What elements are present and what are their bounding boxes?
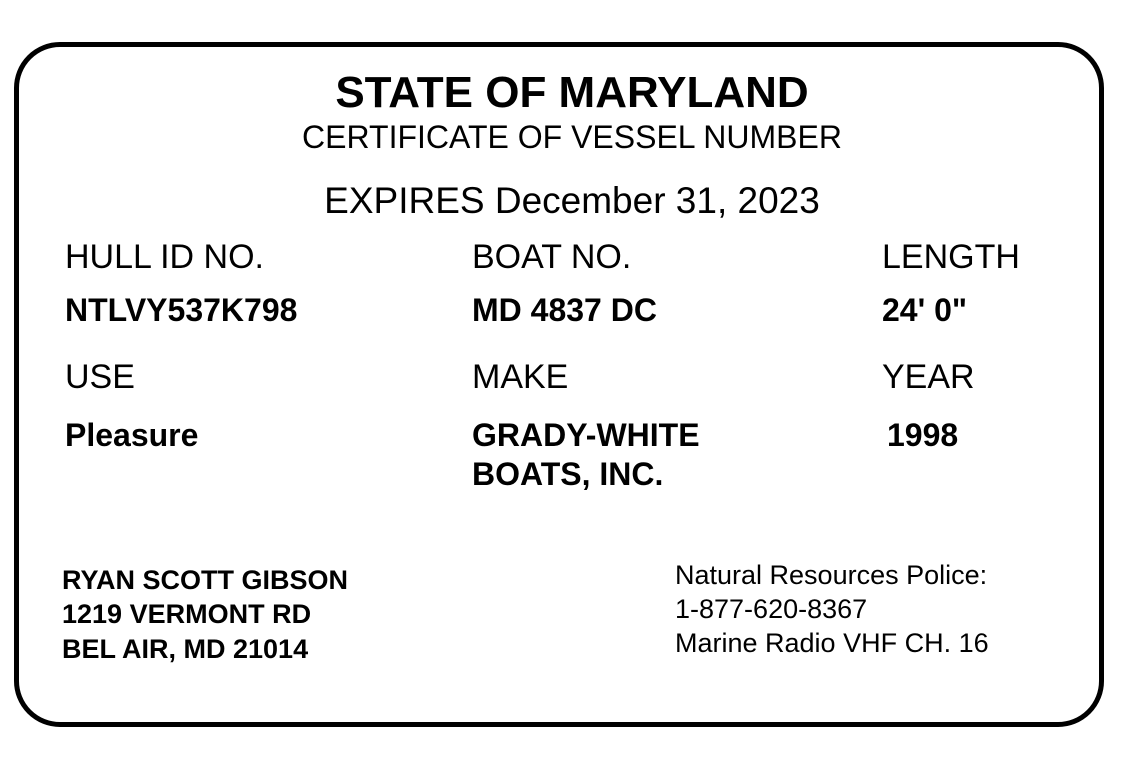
contact-agency: Natural Resources Police: [675,560,988,590]
length-value: 24' 0" [882,292,968,328]
certificate-subtitle: CERTIFICATE OF VESSEL NUMBER [302,119,842,155]
hull-id-value: NTLVY537K798 [65,292,298,328]
contact-radio: Marine Radio VHF CH. 16 [675,628,989,658]
make-label: MAKE [472,358,569,396]
expiration-date: EXPIRES December 31, 2023 [324,180,820,221]
make-value-line: BOATS, INC. [472,456,664,492]
certificate-title: STATE OF MARYLAND [335,68,809,117]
use-label: USE [65,358,135,396]
hull-id-label: HULL ID NO. [65,238,265,276]
owner-name: RYAN SCOTT GIBSON [62,565,349,595]
boat-no-value: MD 4837 DC [472,292,657,328]
year-value: 1998 [887,417,959,453]
contact-phone: 1-877-620-8367 [675,594,868,624]
length-label: LENGTH [882,238,1020,276]
boat-no-label: BOAT NO. [472,238,632,276]
owner-street: 1219 VERMONT RD [62,599,312,629]
year-label: YEAR [882,358,975,396]
use-value: Pleasure [65,417,199,453]
owner-city-state-zip: BEL AIR, MD 21014 [62,634,309,664]
make-value-line: GRADY-WHITE [472,417,700,453]
